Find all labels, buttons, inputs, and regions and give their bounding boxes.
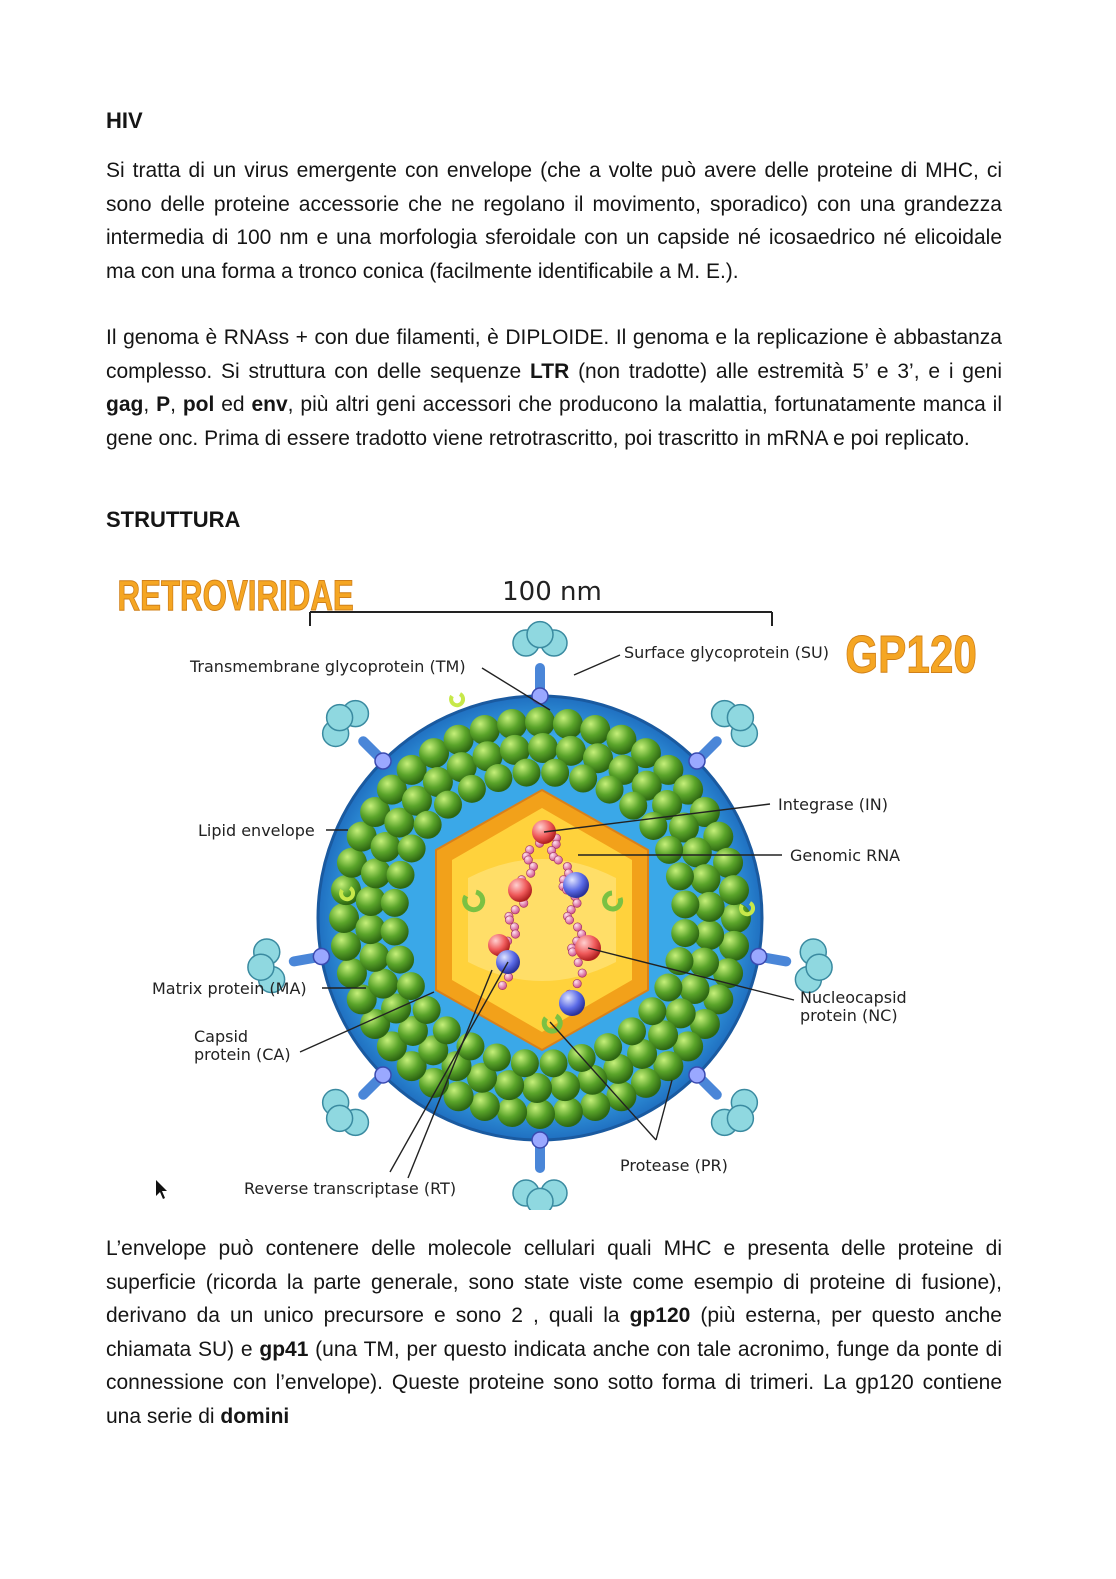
text-run: (non tradotte) alle estremità 5’ e 3’, e i geni bbox=[569, 359, 1002, 383]
protein-ball bbox=[508, 878, 532, 902]
label-protease: Protease (PR) bbox=[620, 1156, 728, 1175]
matrix-protein-ball bbox=[329, 903, 359, 933]
matrix-protein-ball bbox=[666, 862, 694, 890]
transmembrane-knob bbox=[751, 949, 767, 965]
page-title: HIV bbox=[106, 108, 143, 133]
matrix-protein-ball bbox=[497, 709, 527, 739]
matrix-protein-ball bbox=[386, 946, 414, 974]
term-ltr: LTR bbox=[530, 359, 570, 383]
matrix-protein-ball bbox=[525, 1099, 555, 1129]
text-run: (più esterna, per questo anche chiamata SU) e bbox=[106, 1304, 1002, 1361]
matrix-protein-ball bbox=[470, 1091, 500, 1121]
section-title: STRUTTURA bbox=[106, 507, 241, 532]
label-nucleocapsid-line1: Nucleocapsid bbox=[800, 988, 907, 1007]
surface-glycoprotein-lobe bbox=[727, 1105, 753, 1131]
matrix-protein-ball bbox=[511, 1049, 539, 1077]
matrix-protein-ball bbox=[541, 759, 569, 787]
rna-bead bbox=[498, 981, 506, 989]
matrix-protein-ball bbox=[397, 972, 425, 1000]
term-gag: gag bbox=[106, 393, 144, 416]
transmembrane-knob bbox=[532, 1132, 548, 1148]
matrix-protein-ball bbox=[619, 792, 647, 820]
protein-ball bbox=[563, 872, 589, 898]
surface-glycoprotein-lobe bbox=[527, 622, 553, 648]
glycoprotein-spike bbox=[689, 1067, 757, 1135]
text-run: , bbox=[170, 393, 183, 416]
brand-retroviridae: RETROVIRIDAE bbox=[117, 571, 354, 620]
matrix-protein-ball bbox=[690, 864, 720, 894]
intro-paragraph-1: Si tratta di un virus emergente con envelope (che a volte può avere delle proteine di MHC, ci sono delle proteine accessorie che ne regolano il movimento, sporadico) con una grandezza intermedia di 100 nm e una morfologia sferoidale con un capside né icosaedrico né elicoidale ma con una forma a tronco conica (facilmente identificabile a M. E.). bbox=[106, 159, 1002, 283]
matrix-protein-ball bbox=[682, 837, 712, 867]
surface-glycoprotein-lobe bbox=[248, 954, 274, 980]
text-run: , più altri geni accessori che producono la malattia, fortunatamente manca il gene onc. Prima di essere tradotto viene retrotrascritto, poi trascritto in mRNA e poi replicato. bbox=[106, 393, 1003, 450]
glycoprotein-spike bbox=[323, 1067, 391, 1135]
matrix-protein-ball bbox=[596, 776, 624, 804]
rna-bead bbox=[511, 930, 519, 938]
text-run: L’envelope può contenere delle molecole cellulari quali MHC e presenta delle proteine di superficie (ricorda la parte generale, sono state viste come esempio di proteine di fusione), derivano da un unico precursore e sono 2 , quali la bbox=[106, 1237, 1002, 1327]
matrix-protein-ball bbox=[433, 1016, 461, 1044]
intro-paragraph-2 bbox=[106, 321, 1002, 455]
matrix-protein-ball bbox=[553, 1097, 583, 1127]
surface-glycoprotein-lobe bbox=[327, 705, 353, 731]
rna-bead bbox=[573, 899, 581, 907]
matrix-protein-ball bbox=[719, 875, 749, 905]
matrix-protein-ball bbox=[639, 812, 667, 840]
surface-glycoprotein-lobe bbox=[727, 705, 753, 731]
matrix-protein-ball bbox=[458, 775, 486, 803]
label-capsid-line2: protein (CA) bbox=[194, 1045, 291, 1064]
text-run: , bbox=[143, 393, 157, 416]
transmembrane-knob bbox=[689, 753, 705, 769]
matrix-protein-ball bbox=[387, 861, 415, 889]
glycoprotein-spike bbox=[751, 939, 832, 993]
matrix-protein-ball bbox=[484, 764, 512, 792]
protein-ball bbox=[559, 990, 585, 1016]
matrix-protein-ball bbox=[381, 918, 409, 946]
matrix-protein-ball bbox=[689, 948, 719, 978]
label-surface-glycoprotein: Surface glycoprotein (SU) bbox=[624, 643, 830, 662]
surface-glycoprotein-lobe bbox=[327, 1105, 353, 1131]
label-nucleocapsid-line2: protein (NC) bbox=[800, 1006, 898, 1025]
hiv-structure-diagram bbox=[112, 560, 1004, 1210]
label-integrase: Integrase (IN) bbox=[778, 795, 888, 814]
matrix-protein-ball bbox=[580, 1091, 610, 1121]
matrix-protein-ball bbox=[525, 707, 555, 737]
matrix-protein-ball bbox=[470, 715, 500, 745]
matrix-protein-ball bbox=[497, 1097, 527, 1127]
rna-bead bbox=[504, 973, 512, 981]
matrix-protein-ball bbox=[444, 725, 474, 755]
label-transmembrane-glycoprotein: Transmembrane glycoprotein (TM) bbox=[190, 657, 466, 676]
matrix-protein-ball bbox=[606, 1081, 636, 1111]
matrix-protein-ball bbox=[580, 715, 610, 745]
transmembrane-knob bbox=[689, 1067, 705, 1083]
term-domini: domini bbox=[220, 1404, 290, 1428]
surface-glycoprotein-lobe bbox=[527, 1188, 553, 1210]
matrix-protein-ball bbox=[655, 836, 683, 864]
transmembrane-knob bbox=[313, 949, 329, 965]
label-matrix-protein: Matrix protein (MA) bbox=[152, 979, 307, 998]
matrix-protein-ball bbox=[360, 942, 390, 972]
rna-bead bbox=[554, 856, 562, 864]
matrix-protein-ball bbox=[522, 1073, 552, 1103]
scale-label: 100 nm bbox=[502, 577, 602, 607]
matrix-protein-ball bbox=[553, 709, 583, 739]
matrix-protein-ball bbox=[594, 1033, 622, 1061]
glycoprotein-spike bbox=[323, 701, 391, 769]
term-env: env bbox=[251, 393, 288, 416]
rna-bead bbox=[565, 916, 573, 924]
matrix-protein-ball bbox=[569, 765, 597, 793]
term-gp120: gp120 bbox=[629, 1304, 691, 1327]
matrix-protein-ball bbox=[398, 834, 426, 862]
rna-bead bbox=[573, 979, 581, 987]
brand-gp120: GP120 bbox=[845, 626, 977, 685]
rna-bead bbox=[574, 958, 582, 966]
rna-bead bbox=[527, 869, 535, 877]
transmembrane-knob bbox=[375, 753, 391, 769]
matrix-protein-ball bbox=[638, 997, 666, 1025]
matrix-protein-ball bbox=[512, 759, 540, 787]
matrix-protein-ball bbox=[671, 919, 699, 947]
term-gp41: gp41 bbox=[259, 1337, 309, 1361]
matrix-protein-ball bbox=[381, 889, 409, 917]
matrix-protein-ball bbox=[721, 903, 751, 933]
matrix-protein-ball bbox=[414, 811, 442, 839]
text-run: Il genoma è RNAss + con due filamenti, è DIPLOIDE. Il genoma e la replicazione è abbastanza complesso. Si struttura con delle sequenze bbox=[106, 326, 1002, 383]
glycoprotein-spike bbox=[513, 1132, 567, 1210]
matrix-protein-ball bbox=[331, 931, 361, 961]
body-paragraph bbox=[106, 1232, 1002, 1433]
term-pol: pol bbox=[182, 393, 215, 416]
label-reverse-transcriptase: Reverse transcriptase (RT) bbox=[244, 1179, 457, 1198]
label-lipid-envelope: Lipid envelope bbox=[198, 821, 315, 840]
text-run: ed bbox=[214, 393, 252, 416]
label-capsid-line1: Capsid bbox=[194, 1027, 249, 1046]
text-run: (una TM, per questo indicata anche con tale acronimo, funge da ponte di connessione con l’envelope). Queste proteine sono sotto forma di trimeri. La gp120 contiene una serie di bbox=[106, 1337, 1003, 1428]
matrix-protein-ball bbox=[368, 969, 398, 999]
glycoprotein-spike bbox=[689, 701, 757, 769]
rna-bead bbox=[511, 906, 519, 914]
matrix-protein-ball bbox=[434, 791, 462, 819]
matrix-protein-ball bbox=[671, 890, 699, 918]
mouse-cursor-icon bbox=[156, 1180, 167, 1199]
label-genomic-rna: Genomic RNA bbox=[790, 846, 901, 865]
matrix-protein-ball bbox=[540, 1049, 568, 1077]
term-p: P bbox=[156, 393, 171, 416]
rna-bead bbox=[505, 916, 513, 924]
transmembrane-knob bbox=[375, 1067, 391, 1083]
rna-bead bbox=[578, 969, 586, 977]
matrix-protein-ball bbox=[528, 733, 558, 763]
virion bbox=[248, 622, 832, 1210]
transmembrane-knob bbox=[532, 688, 548, 704]
surface-glycoprotein-lobe bbox=[806, 954, 832, 980]
matrix-protein-ball bbox=[654, 974, 682, 1002]
matrix-protein-ball bbox=[361, 858, 391, 888]
matrix-protein-ball bbox=[483, 1043, 511, 1071]
matrix-protein-ball bbox=[618, 1017, 646, 1045]
